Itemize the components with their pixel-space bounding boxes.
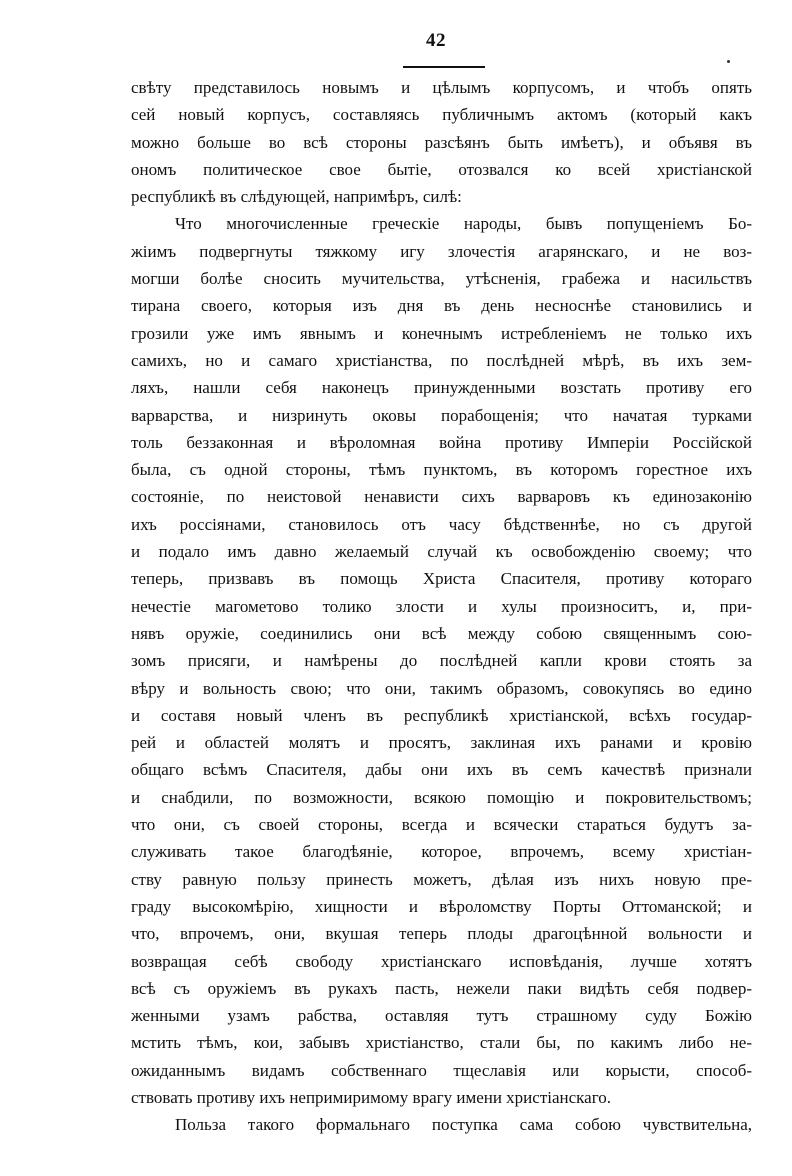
text-line: ству равную пользу принесть можетъ, дѣлая изъ нихъ новую пре- (131, 869, 752, 889)
text-line: свѣту представилось новымъ и цѣлымъ корпусомъ, и чтобъ опять (131, 78, 752, 97)
text-line: сей новый корпусъ, составляясь публичнымъ актомъ (который какъ (131, 105, 752, 125)
text-line: мстить тѣмъ, кои, забывъ христіанство, стали бы, по какимъ либо не- (131, 1033, 752, 1053)
text-line: толь беззаконная и вѣроломная война противу Имперіи Россійской (131, 432, 752, 452)
text-line: что они, съ своей стороны, всегда и всячески стараться будутъ за- (131, 815, 752, 835)
text-line: и подало имъ давно желаемый случай къ освобожденію своему; что (131, 542, 752, 562)
text-line: нечестіе магометово толико злости и хулы произноситъ, и, при- (131, 596, 752, 616)
text-line: и снабдили, по возможности, всякою помощію и покровительствомъ; (131, 787, 752, 807)
text-line: теперь, призвавъ въ помощь Христа Спасителя, противу котораго (131, 569, 752, 589)
text-line: нявъ оружіе, соединились они всѣ между собою священнымъ сою- (131, 623, 752, 643)
text-line: Польза такого формальнаго поступка сама собою чувствительна, (175, 1115, 752, 1135)
page-number: 42 (426, 30, 446, 51)
text-line: ляхъ, нашли себя наконецъ принужденными возстать противу его (131, 378, 752, 398)
text-line: что, впрочемъ, они, вкушая теперь плоды драгоцѣнной вольности и (131, 924, 752, 944)
text-line: можно больше во всѣ стороны разсѣянъ быть имѣетъ), и объявя въ (131, 132, 752, 152)
text-line: могши болѣе сносить мучительства, утѣсненія, грабежа и насильствъ (131, 269, 752, 289)
text-line: тирана своего, которыя изъ дня въ день несноснѣе становились и (131, 296, 752, 316)
text-line: ономъ политическое свое бытіе, отозвался ко всей христіанской (131, 159, 752, 179)
text-line: жіимъ подвергнуты тяжкому игу злочестія агарянскаго, и не воз- (131, 241, 752, 261)
text-line: ствовать противу ихъ непримиримому врагу имени христіанскаго. (131, 1087, 612, 1107)
header-dot (727, 60, 730, 63)
text-line: общаго всѣмъ Спасителя, дабы они ихъ въ семъ качествѣ признали (131, 760, 752, 780)
text-line: варварства, и низринуть оковы порабощенія; что начатая турками (131, 405, 752, 425)
text-line: рей и областей молятъ и просятъ, заклиная ихъ ранами и кровію (131, 733, 752, 753)
text-line: возвращая себѣ свободу христіанскаго исповѣданія, лучше хотятъ (131, 951, 752, 971)
text-line: грозили уже имъ явнымъ и конечнымъ истребленіемъ не только ихъ (131, 323, 752, 343)
text-line: граду высокомѣрію, хищности и вѣроломству Порты Оттоманской; и (131, 896, 752, 916)
text-line: всѣ съ оружіемъ въ рукахъ пасть, нежели паки видѣть себя подвер- (131, 978, 752, 998)
text-line: служивать такое благодѣяніе, которое, впрочемъ, всему христіан- (131, 842, 752, 862)
text-line: самихъ, но и самаго христіанства, по послѣдней мѣрѣ, въ ихъ зем- (131, 350, 752, 370)
text-line: зомъ присяги, и намѣрены до послѣдней капли крови стоять за (131, 651, 752, 671)
text-line: Что многочисленные греческіе народы, бывъ попущеніемъ Бо- (175, 214, 752, 234)
text-line: женными узамъ рабства, оставляя тутъ страшному суду Божію (131, 1006, 752, 1026)
body-text (131, 74, 752, 1139)
text-line: была, съ одной стороны, тѣмъ пунктомъ, въ которомъ горестное ихъ (131, 460, 752, 480)
text-line: ожиданнымъ видамъ собственнаго тщеславія или корысти, способ- (131, 1060, 752, 1080)
text-line: состояніе, по неистовой ненависти сихъ варваровъ къ единозаконію (131, 487, 752, 507)
text-line: республикѣ въ слѣдующей, напримѣръ, силѣ: (131, 187, 462, 207)
text-line: и составя новый членъ въ республикѣ христіанской, всѣхъ государ- (131, 705, 752, 725)
header-rule (403, 66, 485, 68)
text-line: ихъ россіянами, становилось отъ часу бѣдственнѣе, но съ другой (131, 514, 752, 534)
text-line: вѣру и вольность свою; что они, такимъ образомъ, совокупясь во едино (131, 678, 752, 698)
